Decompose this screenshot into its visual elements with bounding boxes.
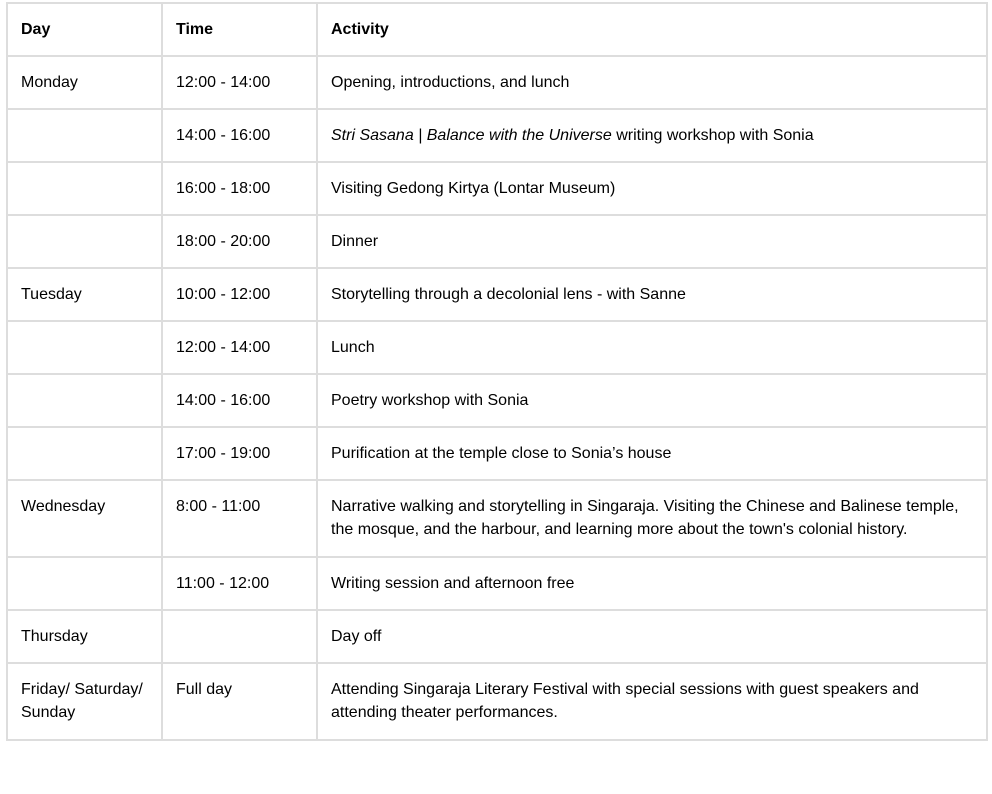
day-cell: Monday [7, 56, 162, 109]
activity-cell: Lunch [317, 321, 987, 374]
table-row [7, 427, 987, 480]
day-cell [7, 215, 162, 268]
table-row [7, 480, 987, 557]
day-cell [7, 374, 162, 427]
time-cell: Full day [162, 663, 317, 740]
activity-title-italic: Stri Sasana | Balance with the Universe [331, 127, 612, 144]
activity-text: writing workshop with Sonia [611, 127, 814, 144]
table-row [7, 162, 987, 215]
table-row [7, 663, 987, 740]
activity-cell: Writing session and afternoon free [317, 557, 987, 610]
table-row [7, 374, 987, 427]
time-cell: 18:00 - 20:00 [162, 215, 317, 268]
time-cell: 14:00 - 16:00 [162, 109, 317, 162]
activity-cell: Dinner [317, 215, 987, 268]
time-cell [162, 610, 317, 663]
activity-cell: Narrative walking and storytelling in Singaraja. Visiting the Chinese and Balinese temple, the mosque, and the harbour, and learning more about the town's colonial history. [317, 480, 987, 557]
time-cell: 11:00 - 12:00 [162, 557, 317, 610]
time-cell: 10:00 - 12:00 [162, 268, 317, 321]
activity-cell: Visiting Gedong Kirtya (Lontar Museum) [317, 162, 987, 215]
day-cell [7, 557, 162, 610]
day-cell: Thursday [7, 610, 162, 663]
time-cell: 17:00 - 19:00 [162, 427, 317, 480]
activity-cell: Storytelling through a decolonial lens - with Sanne [317, 268, 987, 321]
table-row [7, 56, 987, 109]
day-cell [7, 321, 162, 374]
activity-cell: Poetry workshop with Sonia [317, 374, 987, 427]
header-activity: Activity [317, 3, 987, 56]
table-row [7, 215, 987, 268]
activity-cell: Purification at the temple close to Sonia’s house [317, 427, 987, 480]
table-header-row [7, 3, 987, 56]
day-cell: Friday/ Saturday/ Sunday [7, 663, 162, 740]
time-cell: 8:00 - 11:00 [162, 480, 317, 557]
schedule-table [6, 2, 988, 741]
time-cell: 16:00 - 18:00 [162, 162, 317, 215]
activity-cell: Day off [317, 610, 987, 663]
activity-cell [317, 109, 987, 162]
table-row [7, 321, 987, 374]
day-cell: Tuesday [7, 268, 162, 321]
day-cell [7, 162, 162, 215]
table-row [7, 610, 987, 663]
activity-cell: Attending Singaraja Literary Festival with special sessions with guest speakers and attending theater performances. [317, 663, 987, 740]
header-time: Time [162, 3, 317, 56]
day-cell: Wednesday [7, 480, 162, 557]
time-cell: 12:00 - 14:00 [162, 321, 317, 374]
time-cell: 14:00 - 16:00 [162, 374, 317, 427]
time-cell: 12:00 - 14:00 [162, 56, 317, 109]
table-row [7, 268, 987, 321]
day-cell [7, 109, 162, 162]
activity-cell: Opening, introductions, and lunch [317, 56, 987, 109]
table-row [7, 557, 987, 610]
header-day: Day [7, 3, 162, 56]
day-cell [7, 427, 162, 480]
table-row [7, 109, 987, 162]
